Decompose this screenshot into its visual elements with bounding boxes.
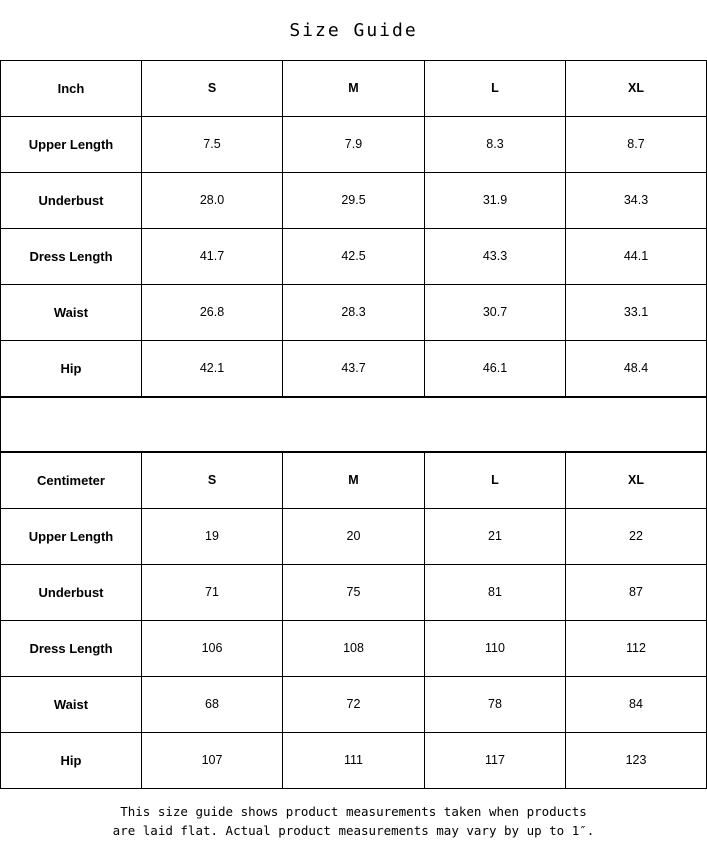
cell-value: 34.3 <box>566 172 707 228</box>
cell-value: 41.7 <box>142 228 283 284</box>
row-label-underbust: Underbust <box>1 564 142 620</box>
cell-value: 84 <box>566 676 707 732</box>
column-header-s: S <box>142 60 283 116</box>
cell-value: 8.7 <box>566 116 707 172</box>
cell-value: 29.5 <box>283 172 425 228</box>
cell-value: 7.9 <box>283 116 425 172</box>
footer-line-1: This size guide shows product measurements taken when products <box>120 803 587 819</box>
table-row <box>1 228 707 284</box>
cell-value: 107 <box>142 732 283 788</box>
cell-value: 87 <box>566 564 707 620</box>
cell-value: 108 <box>283 620 425 676</box>
row-label-upper-length: Upper Length <box>1 116 142 172</box>
cell-value: 110 <box>425 620 566 676</box>
table-row <box>1 676 707 732</box>
cell-value: 48.4 <box>566 340 707 396</box>
cell-value: 112 <box>566 620 707 676</box>
cell-value: 111 <box>283 732 425 788</box>
cell-value: 19 <box>142 508 283 564</box>
inch-size-table <box>0 60 707 397</box>
table-row <box>1 284 707 340</box>
cell-value: 106 <box>142 620 283 676</box>
cell-value: 44.1 <box>566 228 707 284</box>
column-header-s: S <box>142 452 283 508</box>
cell-value: 78 <box>425 676 566 732</box>
cell-value: 30.7 <box>425 284 566 340</box>
cell-value: 28.0 <box>142 172 283 228</box>
row-label-hip: Hip <box>1 340 142 396</box>
cell-value: 123 <box>566 732 707 788</box>
cell-value: 72 <box>283 676 425 732</box>
column-header-xl: XL <box>566 452 707 508</box>
row-label-underbust: Underbust <box>1 172 142 228</box>
cell-value: 81 <box>425 564 566 620</box>
cell-value: 21 <box>425 508 566 564</box>
row-label-waist: Waist <box>1 284 142 340</box>
cell-value: 46.1 <box>425 340 566 396</box>
table-row <box>1 340 707 396</box>
row-label-dress-length: Dress Length <box>1 620 142 676</box>
cell-value: 7.5 <box>142 116 283 172</box>
cell-value: 28.3 <box>283 284 425 340</box>
cell-value: 68 <box>142 676 283 732</box>
column-header-l: L <box>425 452 566 508</box>
column-header-m: M <box>283 452 425 508</box>
centimeter-size-table <box>0 452 707 789</box>
page-title: Size Guide <box>289 20 418 41</box>
table-row <box>1 620 707 676</box>
cell-value: 42.5 <box>283 228 425 284</box>
table-header-row <box>1 60 707 116</box>
row-label-upper-length: Upper Length <box>1 508 142 564</box>
row-label-waist: Waist <box>1 676 142 732</box>
table-row <box>1 172 707 228</box>
column-header-xl: XL <box>566 60 707 116</box>
row-label-hip: Hip <box>1 732 142 788</box>
cell-value: 43.3 <box>425 228 566 284</box>
table-row <box>1 116 707 172</box>
row-label-dress-length: Dress Length <box>1 228 142 284</box>
cell-value: 33.1 <box>566 284 707 340</box>
table-divider-row <box>0 397 707 452</box>
column-header-m: M <box>283 60 425 116</box>
cell-value: 43.7 <box>283 340 425 396</box>
cell-value: 117 <box>425 732 566 788</box>
table-row <box>1 564 707 620</box>
cell-value: 8.3 <box>425 116 566 172</box>
footer-line-2: are laid flat. Actual product measurements may vary by up to 1″. <box>112 822 595 838</box>
cell-value: 71 <box>142 564 283 620</box>
footer-note <box>0 789 707 841</box>
table-row <box>1 508 707 564</box>
cell-value: 75 <box>283 564 425 620</box>
unit-label-inch: Inch <box>1 60 142 116</box>
table-row <box>1 732 707 788</box>
column-header-l: L <box>425 60 566 116</box>
unit-label-centimeter: Centimeter <box>1 452 142 508</box>
cell-value: 20 <box>283 508 425 564</box>
cell-value: 26.8 <box>142 284 283 340</box>
cell-value: 22 <box>566 508 707 564</box>
table-header-row <box>1 452 707 508</box>
cell-value: 42.1 <box>142 340 283 396</box>
cell-value: 31.9 <box>425 172 566 228</box>
